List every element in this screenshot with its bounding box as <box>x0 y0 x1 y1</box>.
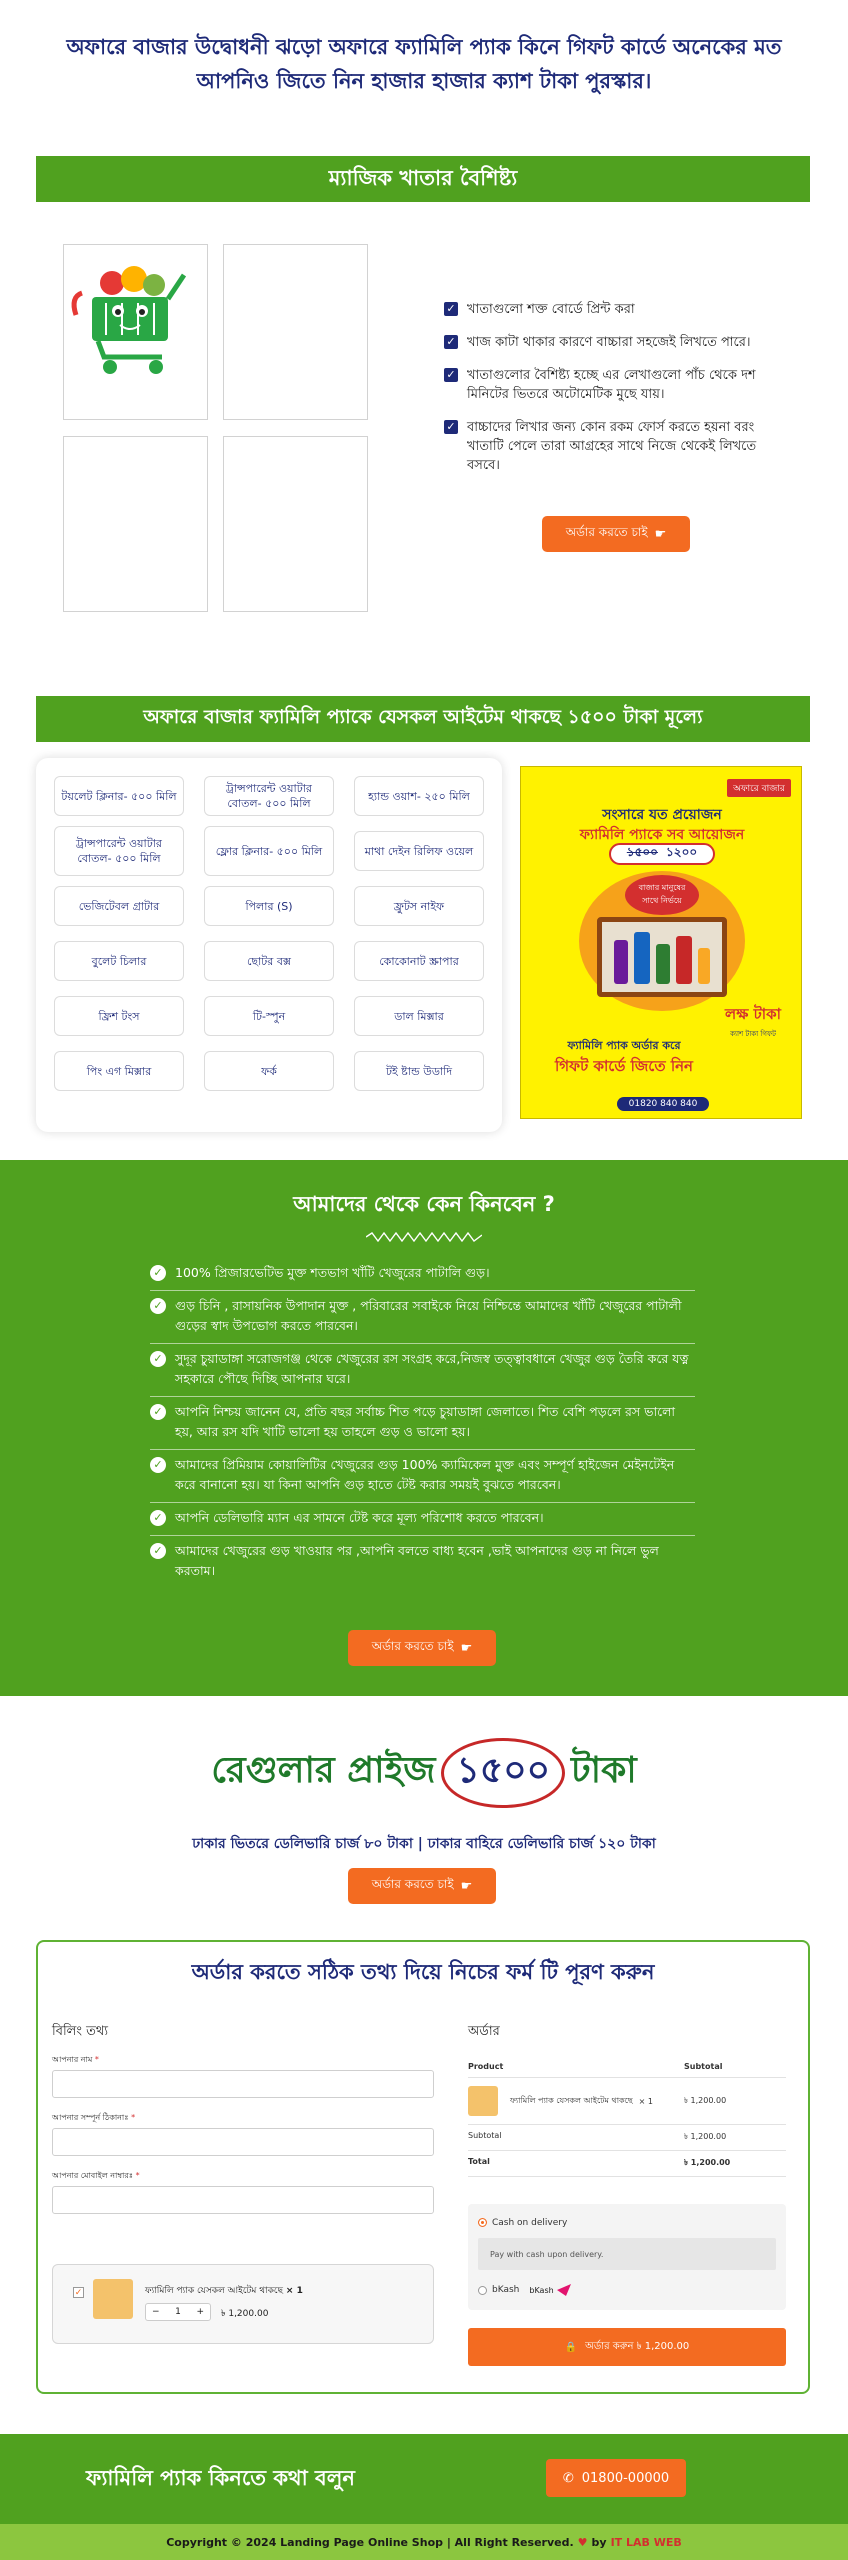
phone-input[interactable] <box>52 2186 434 2214</box>
why-item: ✓ 100% প্রিজারভেটিভ মুক্ত শতভাগ খাঁটি খেজুরের পাটালি গুড়। <box>150 1258 695 1291</box>
billing-title: বিলিং তথ্য <box>52 2024 109 2039</box>
bkash-logo: bKash <box>529 2285 554 2295</box>
poster-badge: অফারে বাজার <box>727 779 791 797</box>
quantity-value: 1 <box>175 2307 181 2317</box>
family-pack-item: ফ্রুটস নাইফ <box>354 886 484 926</box>
family-pack-item: বুলেট চিলার <box>54 941 184 981</box>
shopping-cart-icon <box>64 245 207 419</box>
family-pack-item: ফ্রিশ টংস <box>54 996 184 1036</box>
poster-line2: ফ্যামিলি প্যাকে সব আয়োজন <box>579 827 745 843</box>
footer-brand-link[interactable]: IT LAB WEB <box>610 2535 682 2549</box>
checkbox-icon: ✓ <box>444 420 458 434</box>
check-circle-icon: ✓ <box>150 1351 166 1367</box>
family-pack-item: মাথা দেইন রিলিফ ওয়েল <box>354 831 484 871</box>
family-pack-item: ভেজিটেবল গ্রাটার <box>54 886 184 926</box>
feature-item: ✓ বাচ্চাদের লিখার জন্য কোন রকম ফোর্স করতে হয়না বরং খাতাটি পেলে তারা আগ্রহের সাথে নিজে থেকেই লিখতে বসবে। <box>444 418 789 475</box>
quantity-minus-button[interactable]: − <box>152 2307 160 2317</box>
poster-tag: বাজার মানুষের সাথে নির্ভয়ে <box>625 875 699 915</box>
form-title: অর্ডার করতে সঠিক তথ্য দিয়ে নিচের ফর্ম টি পূরণ করুন <box>191 1960 655 1984</box>
order-summary-table <box>468 2056 786 2177</box>
phone-label: আপনার মোবাইল নাম্বারঃ * <box>52 2171 140 2180</box>
family-pack-item: টই ষ্টান্ড উডাদি <box>354 1051 484 1091</box>
product-image-cart <box>63 244 208 420</box>
phone-icon: ✆ <box>562 2470 574 2486</box>
address-input[interactable] <box>52 2128 434 2156</box>
check-circle-icon: ✓ <box>150 1265 166 1281</box>
family-pack-item: হ্যান্ড ওয়াশ- ২৫০ মিলি <box>354 776 484 816</box>
radio-selected-icon[interactable] <box>478 2218 487 2227</box>
copyright-text: Copyright © 2024 Landing Page Online Shop | All Right Reserved. <box>166 2535 574 2549</box>
family-pack-item: ফ্লোর ক্লিনার- ৫০০ মিলি <box>204 826 334 876</box>
check-circle-icon: ✓ <box>150 1543 166 1559</box>
check-circle-icon: ✓ <box>150 1510 166 1526</box>
why-item: ✓ আপনি নিশ্চয় জানেন যে, প্রতি বছর সর্বাচ্চ শিত পড়ে চুয়াডাঙ্গা জেলাতে। শিত বেশি পড়লে রস ভালো হয়, আর রস যদি খাটি ভালো হয় তাহলে গুড় ও ভালো হয়। <box>150 1397 695 1450</box>
product-image-placeholder <box>223 244 368 420</box>
feature-item: ✓ খাতাগুলোর বৈশিষ্ট্য হচ্ছে এর লেখাগুলো পাঁচ থেকে দশ মিনিটের ভিতরে অটোমেটিক মুছে যায়। <box>444 366 789 404</box>
bkash-bird-icon <box>557 2284 571 2296</box>
checkbox-icon: ✓ <box>444 302 458 316</box>
cart-item-thumbnail <box>93 2279 133 2319</box>
product-image-placeholder <box>223 436 368 612</box>
hand-pointer-icon: ☛ <box>460 1878 473 1894</box>
poster-cta1: ফ্যামিলি প্যাক অর্ডার করে <box>567 1039 681 1052</box>
place-order-button[interactable]: 🔒 অর্ডার করুন ৳ 1,200.00 <box>468 2328 786 2366</box>
family-pack-item: টি-স্পুন <box>204 996 334 1036</box>
family-pack-item: ছোটর বক্স <box>204 941 334 981</box>
poster-product-photo <box>597 917 727 997</box>
check-circle-icon: ✓ <box>150 1298 166 1314</box>
family-pack-item: টয়লেট ক্লিনার- ৫০০ মিলি <box>54 776 184 816</box>
family-pack-item: ফর্ক <box>204 1051 334 1091</box>
checkbox-icon: ✓ <box>444 335 458 349</box>
check-circle-icon: ✓ <box>150 1404 166 1420</box>
why-item: ✓ গুড় চিনি , রাসায়নিক উপাদান মুক্ত , পরিবারের সবাইকে নিয়ে নিশ্চিন্তে আমাদের খাঁটি খেজুরের পাটালী গুড়ের স্বাদ উপভোগ করতে পারবেন। <box>150 1291 695 1344</box>
delivery-charge: ঢাকার ভিতরে ডেলিভারি চার্জ ৮০ টাকা | ঢাকার বাহিরে ডেলিভারি চার্জ ১২০ টাকা <box>192 1836 656 1852</box>
hero-headline: অফারে বাজার উদ্বোধনী ঝড়ো অফারে ফ্যামিলি প্যাক কিনে গিফট কার্ডে অনেকের মত আপনিও জিতে নিন হাজার হাজার ক্যাশ টাকা পুরস্কার। <box>66 35 782 93</box>
family-pack-poster <box>520 766 802 1119</box>
checkbox-icon: ✓ <box>444 368 458 382</box>
why-title: আমাদের থেকে কেন কিনবেন ? <box>293 1192 555 1216</box>
family-pack-item: ট্রান্সপারেন্ট ওয়াটার বোতল- ৫০০ মিলি <box>54 826 184 876</box>
order-button[interactable]: অর্ডার করতে চাই ☛ <box>348 1868 496 1904</box>
zigzag-divider-icon <box>366 1232 482 1242</box>
payment-methods <box>468 2204 786 2310</box>
family-pack-item: ডাল মিক্সার <box>354 996 484 1036</box>
quantity-plus-button[interactable]: + <box>196 2307 204 2317</box>
family-pack-item-grid <box>54 776 484 1116</box>
feature-list <box>444 300 789 489</box>
order-subtotal-row: Subtotal ৳ 1,200.00 <box>468 2125 786 2151</box>
why-item: ✓ আপনি ডেলিভারি ম্যান এর সামনে টেষ্ট করে মূল্য পরিশোধ করতে পারবেন। <box>150 1503 695 1536</box>
poster-line1: সংসারে যত প্রয়োজন <box>602 807 722 823</box>
why-list <box>150 1258 695 1588</box>
radio-icon[interactable] <box>478 2286 487 2295</box>
call-phone-button[interactable]: ✆ 01800-00000 <box>546 2459 686 2497</box>
cart-item-card <box>52 2264 434 2344</box>
cart-item-price: ৳ 1,200.00 <box>221 2309 269 2319</box>
payment-cod-option[interactable]: Cash on delivery <box>478 2218 567 2228</box>
family-pack-item: পিং এগ মিক্সার <box>54 1051 184 1091</box>
product-image-placeholder <box>63 436 208 612</box>
price-amount: ১৫০০ <box>441 1738 565 1808</box>
call-to-action-text: ফ্যামিলি প্যাক কিনতে কথা বলুন <box>86 2466 355 2490</box>
products-icon <box>602 922 722 992</box>
address-label: আপনার সম্পূর্ন ঠিকানাঃ * <box>52 2113 136 2122</box>
order-button[interactable]: অর্ডার করতে চাই ☛ <box>542 516 690 552</box>
cart-item-name: ফ্যামিলি প্যাক যেসকল আইটেম থাকছে × 1 <box>145 2286 303 2296</box>
feature-item: ✓ খাজ কাটা থাকার কারণে বাচ্চারা সহজেই লিখতে পারে। <box>444 333 789 352</box>
footer-by: by <box>591 2535 607 2549</box>
why-item: ✓ আমাদের প্রিমিয়াম কোয়ালিটির খেজুরের গুড় 100% ক্যামিকেল মুক্ত এবং সম্পূর্ণ হাইজেন মেইনটেইন করে বানানো হয়। যা কিনা আপনি গুড় হাতে টেষ্ট করার সময়ই বুঝতে পারবেন। <box>150 1450 695 1503</box>
family-pack-item: ট্রান্সপারেন্ট ওয়াটার বোতল- ৫০০ মিলি <box>204 776 334 816</box>
features-title: ম্যাজিক খাতার বৈশিষ্ট্য <box>36 156 810 202</box>
heart-icon: ♥ <box>577 2535 588 2549</box>
family-pack-item: কোকোনাট স্ক্রাপার <box>354 941 484 981</box>
poster-phone: 01820 840 840 <box>617 1097 709 1111</box>
footer <box>0 2524 848 2560</box>
name-label: আপনার নাম * <box>52 2055 99 2064</box>
order-button[interactable]: অর্ডার করতে চাই ☛ <box>348 1630 496 1666</box>
select-checkbox[interactable]: ✓ <box>74 2288 83 2298</box>
hand-pointer-icon: ☛ <box>460 1640 473 1656</box>
regular-price: রেগুলার প্রাইজ ১৫০০ টাকা <box>0 1738 848 1808</box>
quantity-stepper[interactable] <box>145 2303 211 2321</box>
hand-pointer-icon: ☛ <box>654 526 667 542</box>
why-item: ✓ সুদূর চুয়াডাঙ্গা সরোজগঞ্জ থেকে খেজুরের রস সংগ্রহ করে,নিজস্ব তত্ত্বাবধানে খেজুর গুড় তৈরি করে যত্ন সহকারে পৌছে দিচ্ছি আপনার ঘরে। <box>150 1344 695 1397</box>
family-pack-title: অফারে বাজার ফ্যামিলি প্যাকে যেসকল আইটেম থাকছে ১৫০০ টাকা মূল্যে <box>36 696 810 742</box>
poster-cta2: গিফট কার্ডে জিতে নিন <box>554 1057 694 1075</box>
payment-cod-description: Pay with cash upon delivery. <box>478 2238 776 2270</box>
feature-item: ✓ খাতাগুলো শক্ত বোর্ডে প্রিন্ট করা <box>444 300 789 319</box>
order-title: অর্ডার <box>468 2024 500 2039</box>
check-circle-icon: ✓ <box>150 1457 166 1473</box>
poster-price-pill: ১৫০০ ১২০০ <box>609 843 715 865</box>
poster-cash-badge: লক্ষ টাকা ক্যাশ টাকা গিফট <box>725 1005 781 1038</box>
lock-icon: 🔒 <box>564 2341 578 2353</box>
payment-bkash-option[interactable]: bKash bKash <box>478 2284 571 2296</box>
name-input[interactable] <box>52 2070 434 2098</box>
order-item-thumbnail <box>468 2086 498 2116</box>
order-total-row: Total ৳ 1,200.00 <box>468 2151 786 2177</box>
order-table-header: Product Subtotal <box>468 2056 786 2078</box>
why-item: ✓ আমাদের খেজুরের গুড় খাওয়ার পর ,আপনি বলতে বাধ্য হবেন ,ভাই আপনাদের গুড় না নিলে ভুল করতাম। <box>150 1536 695 1588</box>
order-item-row: ফ্যামিলি প্যাক যেসকল আইটেম থাকছে × 1 ৳ 1,200.00 <box>468 2078 786 2125</box>
family-pack-item: পিলার (S) <box>204 886 334 926</box>
